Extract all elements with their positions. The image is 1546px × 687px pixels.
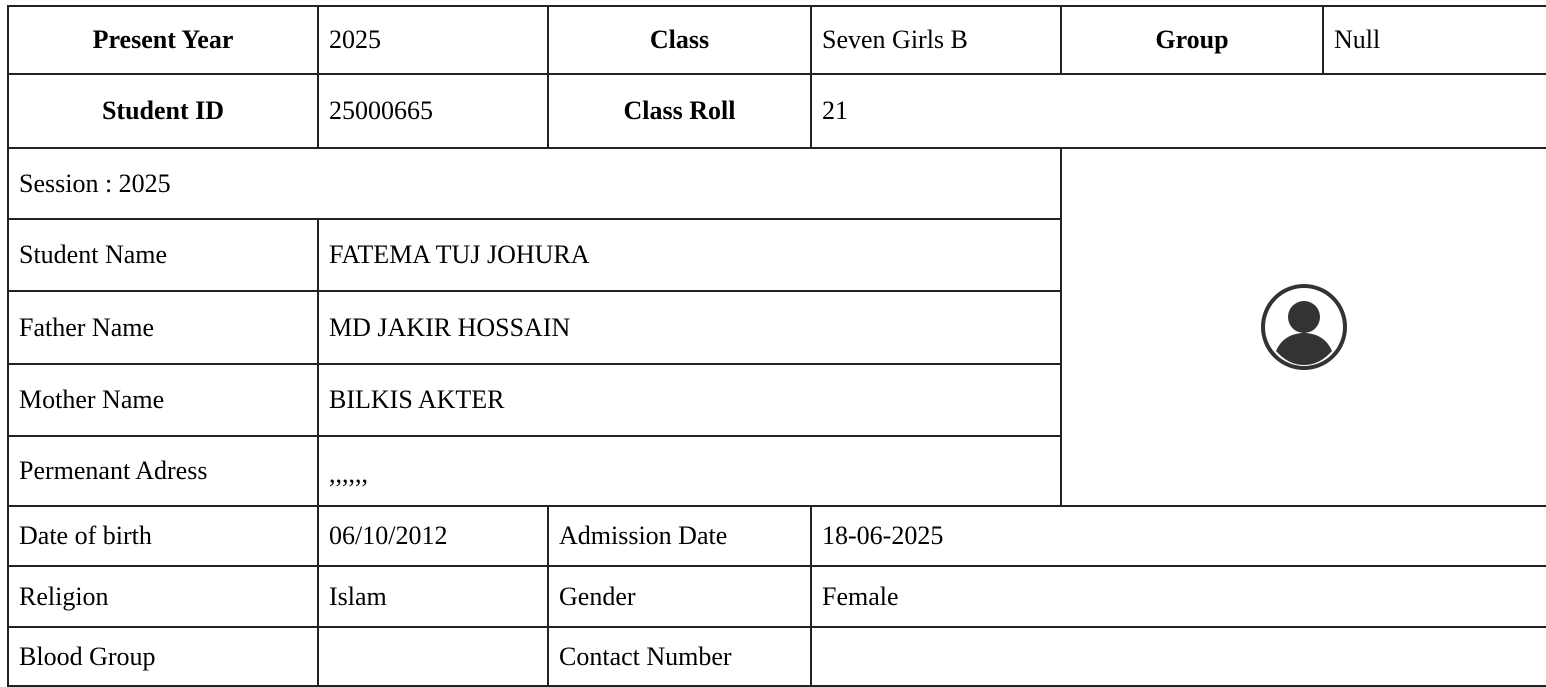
class-roll-value: 21 <box>822 96 848 125</box>
v-line-col2-bottom <box>547 505 549 687</box>
v-line-col2-top <box>547 5 549 148</box>
father-name-label: Father Name <box>19 312 155 342</box>
admission-date-label: Admission Date <box>559 521 728 550</box>
h-line-address <box>8 505 1546 507</box>
class-value: Seven Girls B <box>822 25 968 54</box>
h-line-dob <box>8 565 1546 567</box>
contact-number-label: Contact Number <box>559 642 732 671</box>
h-line-top <box>8 5 1546 7</box>
h-line-religion <box>8 626 1546 628</box>
h-line-row1 <box>8 73 1546 75</box>
h-line-name <box>8 290 1061 292</box>
v-line-left <box>7 5 9 687</box>
class-label: Class <box>649 25 710 54</box>
student-id-value: 25000665 <box>329 96 433 125</box>
v-line-col3-bottom <box>810 505 812 687</box>
h-line-row2 <box>8 147 1546 149</box>
h-line-mother <box>8 435 1061 437</box>
v-line-col1-top <box>317 5 319 148</box>
v-line-col1-mid <box>317 218 319 687</box>
address-label: Permenant Adress <box>19 456 208 485</box>
student-name-label: Student Name <box>19 240 168 269</box>
user-avatar-icon <box>1260 283 1348 371</box>
mother-name-value: BILKIS AKTER <box>329 385 505 414</box>
v-line-col4-mid <box>1060 147 1062 506</box>
h-line-session <box>8 218 1061 220</box>
contact-number-value <box>811 627 1546 687</box>
v-line-col5-top <box>1322 5 1324 74</box>
address-value: ,,,,,, <box>329 459 368 488</box>
student-id-label: Student ID <box>101 96 225 125</box>
dob-label: Date of birth <box>19 521 152 550</box>
session-label: Session : 2025 <box>19 168 171 198</box>
student-photo <box>1061 148 1546 506</box>
admission-date-value: 18-06-2025 <box>822 521 944 550</box>
mother-name-label: Mother Name <box>19 385 165 414</box>
religion-label: Religion <box>19 581 109 611</box>
group-value: Null <box>1334 25 1381 54</box>
v-line-col3-top <box>810 5 812 148</box>
present-year-value: 2025 <box>329 25 381 54</box>
class-roll-label: Class Roll <box>623 96 736 125</box>
dob-value: 06/10/2012 <box>329 521 448 550</box>
v-line-col4-top <box>1060 5 1062 74</box>
father-name-value: MD JAKIR HOSSAIN <box>329 312 571 342</box>
religion-value: Islam <box>329 581 387 611</box>
gender-value: Female <box>822 581 899 611</box>
blood-group-label: Blood Group <box>19 642 156 671</box>
student-name-value: FATEMA TUJ JOHURA <box>329 240 590 269</box>
group-label: Group <box>1155 25 1229 54</box>
blood-group-value <box>318 627 548 687</box>
h-line-father <box>8 363 1061 365</box>
present-year-label: Present Year <box>92 25 234 54</box>
gender-label: Gender <box>559 581 636 611</box>
